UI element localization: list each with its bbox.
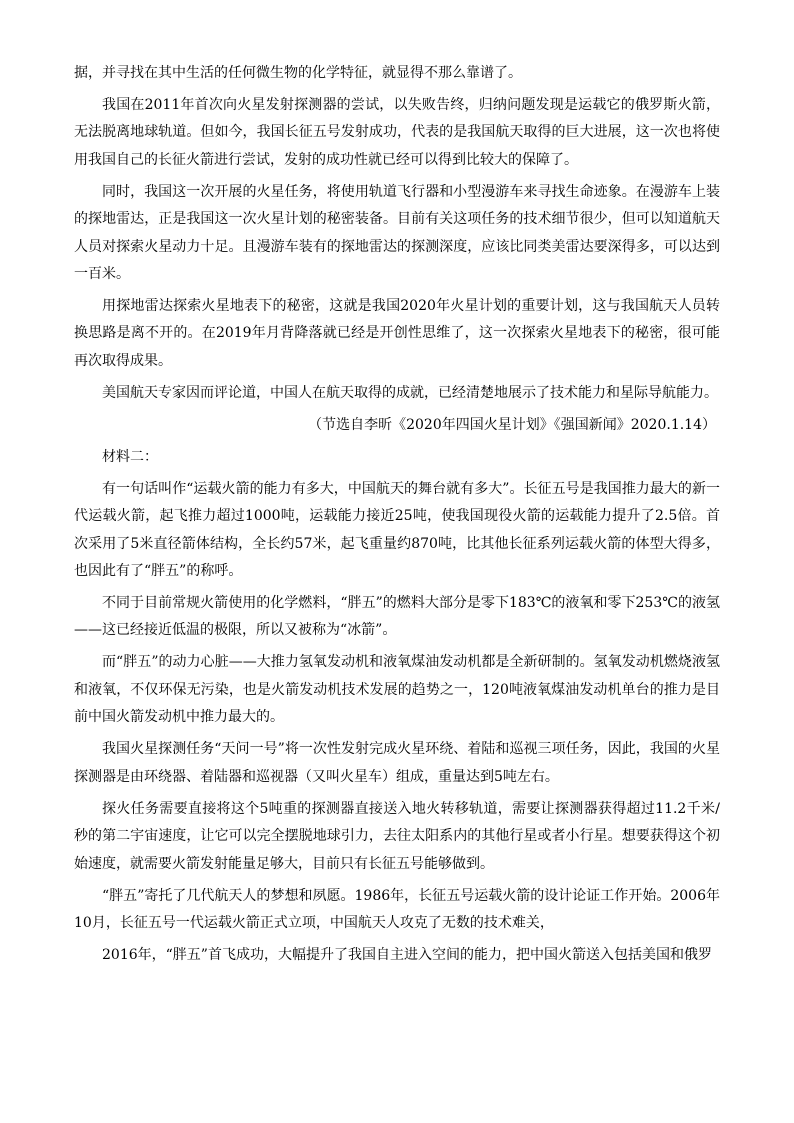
paragraph-expert-comment: 美国航天专家因而评论道，中国人在航天取得的成就，已经清楚地展示了技术能力和星际导航能力。 — [102, 384, 718, 401]
paragraph-history: “胖五”寄托了几代航天人的梦想和夙愿。1986年，长征五号运载火箭的设计论证工作开始。2006年10月，长征五号一代运载火箭正式立项，中国航天人攻克了无数的技术难关， — [74, 887, 720, 931]
document-page — [74, 60, 720, 974]
paragraph-tianwen-1: 我国火星探测任务“天问一号”将一次性发射完成火星环绕、着陆和巡视三项任务，因此，我国的火星探测器是由环绕器、着陆器和巡视器（又叫火星车）组成，重量达到5吨左右。 — [74, 741, 720, 785]
paragraph-first-flight: 2016年，“胖五”首飞成功，大幅提升了我国自主进入空间的能力，把中国火箭送入包括美国和俄罗 — [102, 946, 712, 963]
paragraph-escape-velocity: 探火任务需要直接将这个5吨重的探测器直接送入地火转移轨道，需要让探测器获得超过11.2千米/秒的第二宇宙速度，让它可以完全摆脱地球引力，去往太阳系内的其他行星或者小行星。想要获得这个初始速度，就需要火箭发射能量足够大，目前只有长征五号能够做到。 — [74, 800, 720, 872]
paragraph-2011-attempt: 我国在2011年首次向火星发射探测器的尝试，以失败告终，归纳问题发现是运载它的俄罗斯火箭，无法脱离地球轨道。但如今，我国长征五号发射成功，代表的是我国航天取得的巨大进展，这一次也将使用我国自己的长征火箭进行尝试，发射的成功性就已经可以得到比较大的保障了。 — [74, 97, 720, 168]
source-citation: （节选自李昕《2020年四国火星计划》《强国新闻》2020.1.14） — [308, 416, 716, 433]
section-label-material-2: 材料二： — [102, 448, 158, 465]
paragraph-engines: 而“胖五”的动力心脏——大推力氢氧发动机和液氧煤油发动机都是全新研制的。氢氧发动机燃烧液氢和液氧，不仅环保无污染，也是火箭发动机技术发展的趋势之一，120吨液氧煤油发动机单台的推力是目前中国火箭发动机中推力最大的。 — [74, 654, 720, 726]
paragraph-fuel: 不同于目前常规火箭使用的化学燃料，“胖五”的燃料大部分是零下183℃的液氧和零下253℃的液氢——这已经接近低温的极限，所以又被称为“冰箭”。 — [74, 595, 720, 639]
paragraph-rover-radar: 同时，我国这一次开展的火星任务，将使用轨道飞行器和小型漫游车来寻找生命迹象。在漫游车上装的探地雷达，正是我国这一次火星计划的秘密装备。目前有关这项任务的技术细节很少，但可以知道航天人员对探索火星动力十足。且漫游车装有的探地雷达的探测深度，应该比同类美雷达要深得多，可以达到一百米。 — [74, 183, 720, 283]
paragraph-long-march-5: 有一句话叫作“运载火箭的能力有多大，中国航天的舞台就有多大”。长征五号是我国推力最大的新一代运载火箭，起飞推力超过1000吨，运载能力接近25吨，使我国现役火箭的运载能力提升了2.5倍。首次采用了5米直径箭体结构，全长约57米，起飞重量约870吨，比其他长征系列运载火箭的体型大得多，也因此有了“胖五”的称呼。 — [74, 480, 720, 580]
paragraph-radar-plan: 用探地雷达探索火星地表下的秘密，这就是我国2020年火星计划的重要计划，这与我国航天人员转换思路是离不开的。在2019年月背降落就已经是开创性思维了，这一次探索火星地表下的秘密，很可能再次取得成果。 — [74, 298, 720, 369]
paragraph-continuation: 据，并寻找在其中生活的任何微生物的化学特征，就显得不那么靠谱了。 — [74, 65, 522, 81]
